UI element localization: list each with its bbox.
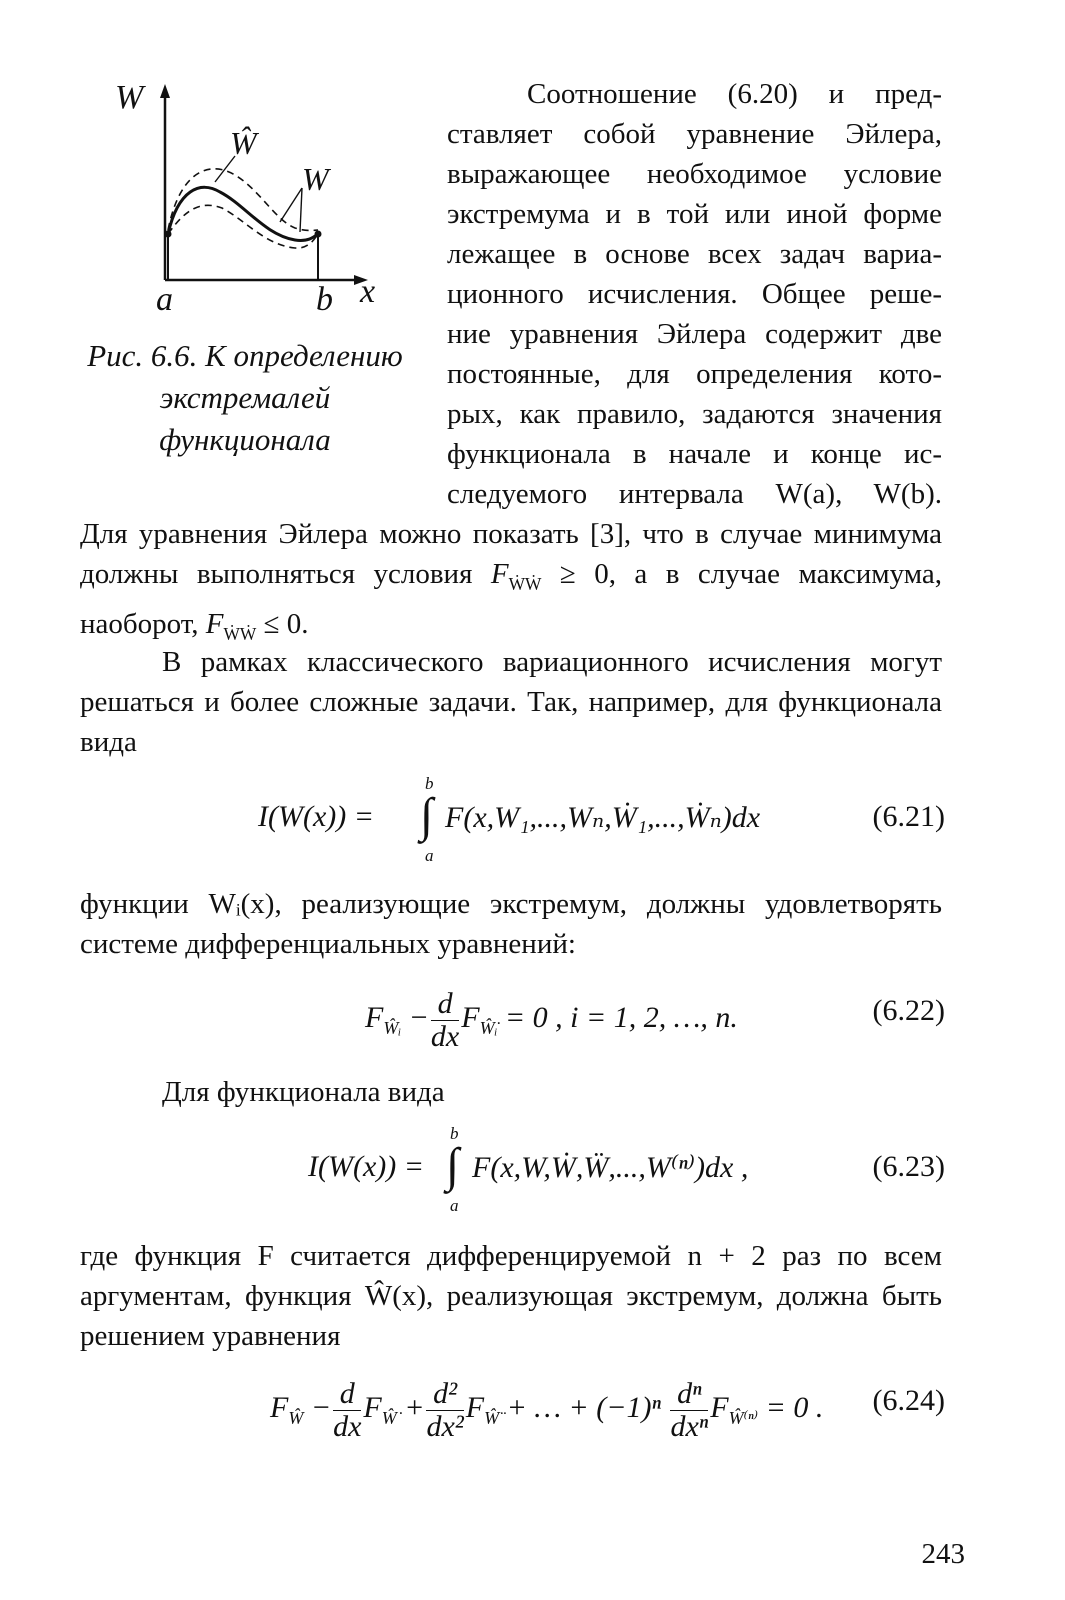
caption-line: экстремалей: [159, 380, 331, 415]
euler-sub-1: ẆẆ: [508, 573, 542, 594]
eq-f: F: [365, 1000, 384, 1034]
caption-line: Рис. 6.6. К определению: [87, 338, 403, 373]
euler-text-2: ≥ 0, а в случае максимума, наоборот,: [80, 558, 942, 640]
page-number: 243: [921, 1538, 965, 1570]
fraction-d-dx: [431, 988, 459, 1052]
eq-sub: Ŵ̇: [381, 1407, 397, 1428]
side-paragraph: [447, 74, 942, 514]
eq-f: F: [363, 1390, 382, 1424]
lower-limit: a: [450, 1196, 459, 1215]
eq-f: F: [465, 1390, 485, 1424]
equation-6-24: [80, 1368, 955, 1458]
equation-number: (6.24): [872, 1384, 945, 1417]
fraction-d-dx: [333, 1378, 361, 1442]
point-a: [165, 231, 172, 238]
label-b: b: [316, 281, 333, 318]
text-line: ционного исчисления. Общее реше-: [447, 278, 942, 310]
equation-6-23: [80, 1120, 955, 1220]
text-line: рых, как правило, задаются значения: [447, 398, 942, 430]
frac-den: dxⁿ: [670, 1409, 709, 1443]
point-b: [315, 231, 322, 238]
figure-caption: [70, 335, 420, 461]
frac-den: dx: [333, 1409, 362, 1443]
text-line: Соотношение (6.20) и пред-: [527, 78, 942, 110]
paragraph-functions: функции Wᵢ(x), реализующие экстремум, должны удовлетворять системе дифференциальных уравнений:: [80, 888, 942, 960]
paragraph-euler: Для уравнения Эйлера можно показать [3], что в случае минимума должны выполняться условия $F_{ẆẆ} \ge 0$, а в случае максимума, наоборот, $F_{ẆẆ} \le 0$.: [80, 518, 942, 644]
upper-limit: b: [425, 774, 434, 793]
axis-x-label: x: [360, 273, 376, 310]
figure-6-6: [70, 70, 430, 480]
variation-curve-lower: [168, 205, 318, 248]
eq-sub: Ŵ̈: [484, 1407, 500, 1428]
equation-6-21: [80, 770, 955, 870]
eq-formula: $F_Ŵ$ − $\frac{d}{dx}$ $F_{Ŵ̇}$ + $\frac{\text{d²}}{\text{dx²}}$ $F_{Ŵ̈}$ + … + (−1)ⁿ $\frac{\text{dⁿ}}{\text{dxⁿ}}$ $F_{Ŵ^{(n)}} = 0$ .: [270, 1377, 824, 1443]
eq-integrand: F(x,W₁,...,Wₙ,Ẇ₁,...,Ẇₙ)dx: [445, 801, 761, 834]
text-line: ние уравнения Эйлера содержит две: [447, 318, 942, 350]
euler-text-3: ≤ 0.: [256, 607, 309, 640]
upper-limit: b: [450, 1124, 459, 1143]
eq-left: I(W(x)) =: [308, 1150, 425, 1183]
frac-den: dx: [430, 1019, 460, 1053]
text-line: следуемого интервала W(a), W(b).: [447, 478, 942, 510]
fraction-dn-dxn: [670, 1378, 708, 1442]
extremal-curve: [168, 187, 318, 240]
eq-formula: $F_{Ŵᵢ}$ − $\frac{d}{dx}$ $F_{Ŵ̇ᵢ} = 0$ , i = 1, 2, …, n.: [365, 987, 738, 1053]
frac-num: d²: [426, 1378, 463, 1411]
axis-y-label: W: [115, 79, 144, 116]
eq-sub: Ŵ: [288, 1407, 304, 1428]
curve-label-w: W: [302, 161, 329, 197]
equation-6-22: [80, 980, 955, 1060]
eq-mid: + … + (−1)ⁿ: [499, 1390, 669, 1424]
text-line: экстремума и в той или иной форме: [447, 198, 942, 230]
paragraph-classic: В рамках классического вариационного исчисления могут решаться и более сложные задачи. Так, например, для функционала вида: [80, 646, 942, 758]
eq-sub: Ŵᵢ: [383, 1017, 402, 1038]
label-a: a: [156, 281, 173, 318]
text-line: выражающее необходимое условие: [447, 158, 942, 190]
euler-text-1: Для уравнения Эйлера можно показать [3], что в случае минимума должны выполняться условия: [80, 518, 942, 590]
frac-num: dⁿ: [670, 1378, 708, 1411]
eq-f: F: [710, 1390, 729, 1424]
curve-label-hat: Ŵ: [230, 125, 257, 161]
caption-line: функционала: [159, 422, 331, 457]
eq-tail: = 0 , i = 1, 2, …, n.: [497, 1000, 738, 1034]
integral-sign: ∫: [446, 1139, 460, 1192]
text-line: функционала в начале и конце ис-: [447, 438, 942, 470]
paragraph-functional: Для функционала вида: [162, 1076, 445, 1108]
integral-sign: ∫: [420, 789, 434, 842]
equation-number: (6.23): [872, 1150, 945, 1183]
frac-num: d: [333, 1378, 361, 1411]
text-line: лежащее в основе всех задач вариа-: [447, 238, 942, 270]
fraction-d2-dx2: [426, 1378, 463, 1442]
paragraph-where: где функция F считается дифференцируемой n + 2 раз по всем аргументам, функция Ŵ(x), реализующая экстремум, должна быть решением уравнения: [80, 1240, 942, 1352]
y-axis-arrow-icon: [160, 84, 170, 98]
text-line: ставляет собой уравнение Эйлера,: [447, 118, 942, 150]
eq-f: F: [270, 1390, 289, 1424]
equation-number: (6.22): [872, 994, 945, 1027]
eq-f: F: [461, 1000, 480, 1034]
frac-num: d: [431, 988, 459, 1021]
lower-limit: a: [425, 846, 434, 865]
frac-den: dx²: [426, 1409, 464, 1443]
eq-integrand: F(x,W,Ẇ,Ẅ,...,W⁽ⁿ⁾)dx ,: [472, 1151, 749, 1184]
eq-tail: = 0 .: [758, 1390, 824, 1424]
extremal-plot: [70, 70, 430, 330]
leader-w-1: [280, 188, 302, 222]
text-line: постоянные, для определения кото-: [447, 358, 942, 390]
euler-sub-2: ẆẆ: [223, 623, 257, 644]
eq-sub: Ŵ⁽ⁿ⁾: [728, 1407, 759, 1428]
eq-sub: Ŵ̇ᵢ: [479, 1017, 498, 1038]
eq-left: I(W(x)) =: [258, 800, 375, 833]
equation-number: (6.21): [872, 800, 945, 833]
